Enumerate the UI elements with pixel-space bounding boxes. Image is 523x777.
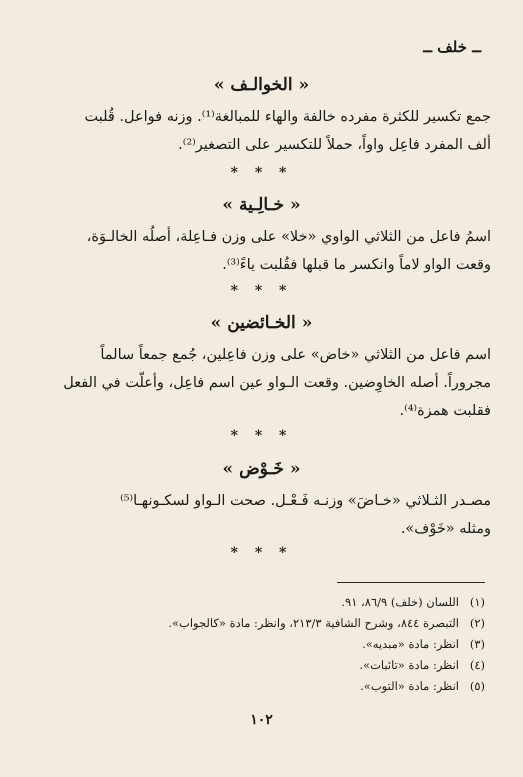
footnote-text: انظر: مادة «تائبات». — [359, 658, 459, 672]
footnote-number: (٥) — [469, 679, 485, 693]
entry-al-khaidin — [32, 311, 491, 425]
footnote-item — [40, 634, 485, 655]
entry-text-line: اسم فاعل من الثلاثي «خاض» على وزن فاعِلين، جُمع جمعاً سالماً — [100, 347, 491, 363]
entry-title: « خَـوْض » — [222, 459, 301, 479]
footnote-text: انظر: مادة «التوب». — [360, 679, 459, 693]
section-separator: * * * — [230, 283, 293, 299]
footnote-number: (١) — [469, 595, 485, 609]
page-number: ١٠٢ — [250, 712, 273, 728]
footnote-text: اللسان (خلف) ٨٦/٩، ٩١. — [341, 595, 459, 609]
entry-text-line: ألف المفرد فاعِل واواً، حملاً للتكسير على التصغير⁽²⁾. — [178, 137, 491, 153]
entry-text-line: ومثله «خَوْف». — [400, 521, 491, 537]
section-separator: * * * — [230, 428, 293, 444]
running-head: ــ خلف ــ — [423, 38, 481, 56]
footnote-text: التبصرة ٨٤٤، وشرح الشافية ٢١٣/٣، وانظر: مادة «كالجواب». — [168, 616, 459, 630]
footnote-item — [40, 676, 485, 697]
entry-al-khawalif — [32, 73, 491, 159]
footnotes — [40, 592, 485, 697]
section-separator: * * * — [230, 545, 293, 561]
section-separator: * * * — [230, 165, 293, 181]
entry-title: « الخوالـف » — [213, 75, 310, 95]
entry-text-line: اسمُ فاعل من الثلاثي الواوي «خلا» على وزن فـاعِلة، أصلُه الخالـوَة، — [86, 229, 491, 245]
entry-title: « الخـائضين » — [210, 313, 313, 333]
entry-text-line: مجروراً. أصله الخاوِضين. وقعت الـواو عين اسم فاعِل، وأعلّت في الفعل — [63, 375, 491, 391]
footnote-item — [40, 613, 485, 634]
footnote-rule — [337, 582, 485, 583]
footnote-text: انظر: مادة «مبديه». — [362, 637, 459, 651]
entry-khawd — [32, 457, 491, 543]
entry-title: « خـالِـية » — [222, 195, 301, 215]
entry-text-line: جمع تكسير للكثرة مفرده خالفة والهاء للمبالغة⁽¹⁾. وزنه فواعل. قُلبت — [84, 109, 491, 125]
entry-khaliya — [32, 193, 491, 279]
entry-text-line: فقلبت همزة⁽⁴⁾. — [399, 403, 491, 419]
footnote-number: (٣) — [469, 637, 485, 651]
entry-text-line: مصـدر الثـلاثي «خـاضَ» وزنـه فَـعْـل. صحت الـواو لسكـونهـا⁽⁵⁾ — [120, 493, 491, 509]
entry-text-line: وقعت الواو لاماً وانكسر ما قبلها فقُلبت ياءً⁽³⁾. — [222, 257, 491, 273]
footnote-number: (٤) — [469, 658, 485, 672]
footnote-number: (٢) — [469, 616, 485, 630]
footnote-item — [40, 592, 485, 613]
footnote-item — [40, 655, 485, 676]
